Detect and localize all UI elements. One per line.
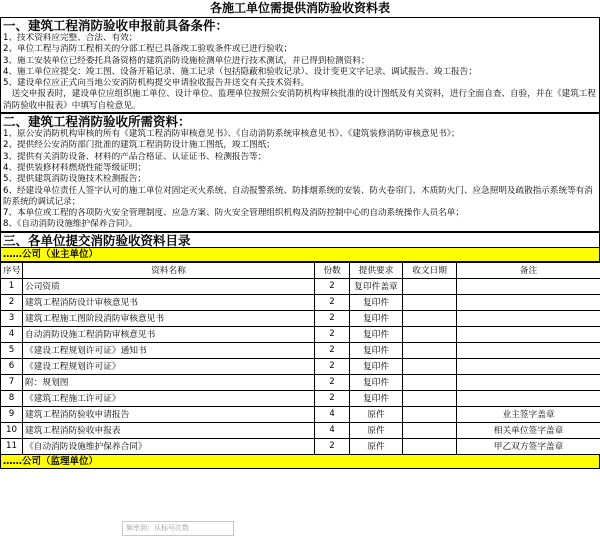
row-date <box>403 358 457 374</box>
table-row <box>1 406 600 422</box>
row-note <box>457 358 600 374</box>
table-row <box>1 390 600 406</box>
row-copies: 2 <box>315 438 350 454</box>
row-no: 6 <box>1 358 23 374</box>
row-copies: 2 <box>315 374 350 390</box>
row-requirement: 原件 <box>350 406 403 422</box>
row-copies: 2 <box>315 390 350 406</box>
section-3-heading: 三、各单位提交消防验收资料目录 <box>0 232 600 248</box>
row-requirement: 原件 <box>350 422 403 438</box>
row-copies: 2 <box>315 310 350 326</box>
row-date <box>403 310 457 326</box>
table-row <box>1 342 600 358</box>
row-no: 10 <box>1 422 23 438</box>
section-2-line: 4、提供装修材料燃烧性能等级证明； <box>3 162 146 173</box>
row-copies: 2 <box>315 342 350 358</box>
section-2-line: 8、《自动消防设施维护保养合同》。 <box>3 219 138 230</box>
row-copies: 2 <box>315 358 350 374</box>
row-date <box>403 438 457 454</box>
section-2-line: 2、提供经公安消防部门批准的建筑工程消防设计施工图纸，竣工图纸； <box>3 140 275 151</box>
row-note <box>457 294 600 310</box>
row-date <box>403 406 457 422</box>
section-1-line: 3、施工安装单位已经委托具备资格的建筑消防设施检测单位进行技术测试，并已得到检测资料； <box>3 55 370 66</box>
section-1-line: 1、技术资料应完整、合法、有效； <box>3 33 138 43</box>
section-1-line: 4、施工单位应提交：竣工图、设备开箱记录、施工记录（包括隐蔽和验收记录）、设计变更文字记录、调试报告、竣工报告； <box>3 66 477 77</box>
table-row <box>1 438 600 454</box>
row-no: 4 <box>1 326 23 342</box>
row-requirement: 复印件 <box>350 294 403 310</box>
table-row <box>1 310 600 326</box>
row-date <box>403 422 457 438</box>
section-1-line: 5、建设单位应正式向当地公安消防机构提交申请验收报告并送交有关技术资料。 <box>3 78 310 89</box>
section-1-heading: 一、建筑工程消防验收申报前具备条件： <box>0 17 600 33</box>
row-note <box>457 310 600 326</box>
row-copies: 2 <box>315 294 350 310</box>
group-supervisor-heading: ……公司（监理单位） <box>0 455 600 469</box>
row-requirement: 复印件 <box>350 358 403 374</box>
section-2-heading: 二、建筑工程消防验收所需资料： <box>0 113 600 129</box>
row-requirement: 原件 <box>350 438 403 454</box>
section-1-line: 2、单位工程与消防工程相关的分部工程已具备竣工验收条件或已进行验收； <box>3 44 293 55</box>
row-name: 《自动消防设施维护保养合同》 <box>23 438 315 454</box>
section-2-line: 6、经建设单位责任人签字认可的施工单位对固定灭火系统、自动报警系统、防排烟系统的安装、防火卷帘门、木质防火门、应急照明及疏散指示系统等有消防系统的调试记录； <box>3 185 593 207</box>
row-requirement: 复印件 <box>350 390 403 406</box>
row-no: 3 <box>1 310 23 326</box>
header-note: 备注 <box>457 262 600 278</box>
row-name: 《建筑工程施工许可证》 <box>23 390 315 406</box>
row-copies: 2 <box>315 326 350 342</box>
row-note: 业主签字盖章 <box>457 406 600 422</box>
header-name: 资料名称 <box>23 262 315 278</box>
row-date <box>403 374 457 390</box>
section-2-line: 1、原公安消防机构审核的所有《建筑工程消防审核意见书》、《自动消防系统审核意见书》、《建筑装修消防审核意见书》； <box>3 129 460 140</box>
row-copies: 2 <box>315 278 350 294</box>
row-no: 7 <box>1 374 23 390</box>
section-1-line: 送交申报表时，建设单位应组织施工单位、设计单位、监理单位按照公安消防机构审核批准的设计图纸及有关资料，进行全面自查、自验，并在《建筑工程消防验收申报表》中填写自检意见。 <box>3 89 596 111</box>
row-copies: 4 <box>315 422 350 438</box>
row-name: 自动消防设施工程消防审核意见书 <box>23 326 315 342</box>
row-name: 建筑工程消防验收申报表 <box>23 422 315 438</box>
row-note: 甲乙双方签字盖章 <box>457 438 600 454</box>
table-header-row <box>1 262 600 278</box>
row-note <box>457 342 600 358</box>
section-2-line: 5、提供建筑消防设施技术检测报告； <box>3 174 146 185</box>
row-requirement: 复印件 <box>350 374 403 390</box>
row-name: 建筑工程消防设计审核意见书 <box>23 294 315 310</box>
row-requirement: 复印件 <box>350 342 403 358</box>
row-no: 1 <box>1 278 23 294</box>
section-2-line: 7、本单位或工程的各项防火安全管理制度、应急方案、防火安全管理组织机构及消防控制中心的自动系统操作人员名单； <box>3 208 464 219</box>
row-no: 2 <box>1 294 23 310</box>
row-date <box>403 326 457 342</box>
row-date <box>403 278 457 294</box>
page-title: 各施工单位需提供消防验收资料表 <box>209 1 390 15</box>
row-date <box>403 390 457 406</box>
row-name: 附：规划图 <box>23 374 315 390</box>
header-date: 收文日期 <box>403 262 457 278</box>
document-list-table <box>0 262 600 455</box>
section-1-body <box>0 33 600 113</box>
section-2-body <box>0 129 600 232</box>
floating-tooltip: 频率到：从标号次数 <box>122 521 234 536</box>
group-owner-heading: ……公司（业主单位） <box>0 248 600 262</box>
row-note: 相关单位签字盖章 <box>457 422 600 438</box>
row-requirement: 复印件盖章 <box>350 278 403 294</box>
header-copies: 份数 <box>315 262 350 278</box>
row-name: 《建设工程规划许可证》 <box>23 358 315 374</box>
row-name: 建筑工程消防验收申请报告 <box>23 406 315 422</box>
table-row <box>1 374 600 390</box>
row-name: 《建设工程规划许可证》通知书 <box>23 342 315 358</box>
row-name: 建筑工程施工图阶段消防审核意见书 <box>23 310 315 326</box>
row-no: 11 <box>1 438 23 454</box>
header-requirement: 提供要求 <box>350 262 403 278</box>
row-note <box>457 326 600 342</box>
row-name: 公司资质 <box>23 278 315 294</box>
row-copies: 4 <box>315 406 350 422</box>
row-date <box>403 342 457 358</box>
row-note <box>457 374 600 390</box>
row-requirement: 复印件 <box>350 310 403 326</box>
row-note <box>457 390 600 406</box>
row-date <box>403 294 457 310</box>
table-row <box>1 278 600 294</box>
table-row <box>1 294 600 310</box>
header-no: 序号 <box>1 262 23 278</box>
row-note <box>457 278 600 294</box>
row-requirement: 复印件 <box>350 326 403 342</box>
row-no: 5 <box>1 342 23 358</box>
section-2-line: 3、提供有关消防设备、材料的产品合格证、认证证书、检测报告等； <box>3 151 267 162</box>
table-row <box>1 422 600 438</box>
row-no: 9 <box>1 406 23 422</box>
row-no: 8 <box>1 390 23 406</box>
table-row <box>1 326 600 342</box>
table-row <box>1 358 600 374</box>
